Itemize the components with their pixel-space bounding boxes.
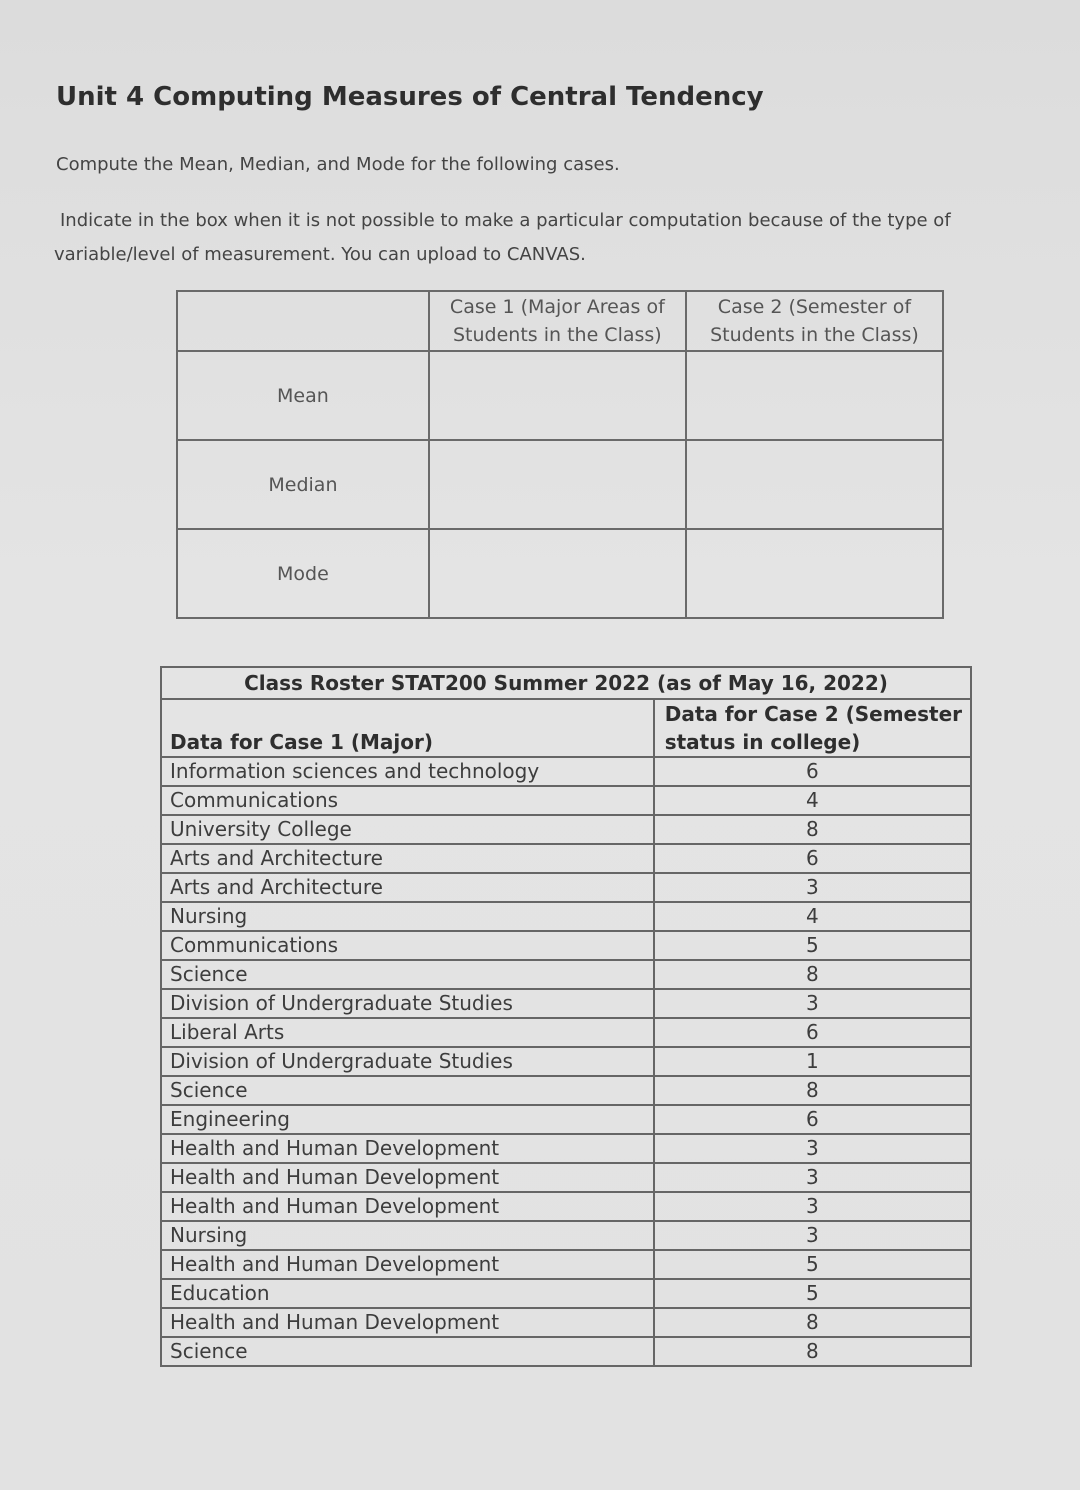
table-row: [161, 902, 971, 931]
roster-major-cell: Health and Human Development: [161, 1163, 654, 1192]
table-row: [161, 960, 971, 989]
roster-major-cell: Division of Undergraduate Studies: [161, 989, 654, 1018]
roster-semester-cell: 5: [654, 931, 971, 960]
roster-header-semester-line1: Data for Case 2 (Semester: [664, 702, 962, 726]
roster-major-cell: Nursing: [161, 1221, 654, 1250]
answer-cell-mean-case1[interactable]: [429, 351, 686, 440]
roster-semester-cell: 8: [654, 815, 971, 844]
answer-row-mode: [177, 529, 943, 618]
table-row: [161, 1192, 971, 1221]
answer-header-case2-line2: Students in the Class): [710, 324, 919, 346]
answer-table-header-row: [177, 291, 943, 351]
roster-semester-cell: 6: [654, 757, 971, 786]
page-title: Unit 4 Computing Measures of Central Tendency: [56, 82, 764, 112]
roster-major-cell: Information sciences and technology: [161, 757, 654, 786]
table-row: [161, 1018, 971, 1047]
roster-major-cell: Communications: [161, 931, 654, 960]
table-row: [161, 1279, 971, 1308]
roster-major-cell: Liberal Arts: [161, 1018, 654, 1047]
roster-semester-cell: 3: [654, 989, 971, 1018]
roster-semester-cell: 8: [654, 960, 971, 989]
roster-major-cell: Health and Human Development: [161, 1308, 654, 1337]
roster-major-cell: Arts and Architecture: [161, 873, 654, 902]
roster-major-cell: Science: [161, 1337, 654, 1366]
roster-major-cell: Health and Human Development: [161, 1192, 654, 1221]
table-row: [161, 931, 971, 960]
table-row: [161, 815, 971, 844]
roster-semester-cell: 3: [654, 1192, 971, 1221]
table-row: [161, 786, 971, 815]
roster-body: [161, 757, 971, 1366]
roster-semester-cell: 1: [654, 1047, 971, 1076]
table-row: [161, 844, 971, 873]
instruction-indicate: [54, 204, 951, 272]
roster-semester-cell: 8: [654, 1308, 971, 1337]
roster-semester-cell: 5: [654, 1279, 971, 1308]
table-row: [161, 1163, 971, 1192]
roster-header-semester-line2: status in college): [664, 730, 861, 754]
answer-cell-mean-case2[interactable]: [686, 351, 943, 440]
roster-semester-cell: 3: [654, 1134, 971, 1163]
answer-label-median: Median: [177, 440, 429, 529]
table-row: [161, 1308, 971, 1337]
table-row: [161, 1337, 971, 1366]
roster-semester-cell: 6: [654, 1105, 971, 1134]
roster-major-cell: Science: [161, 1076, 654, 1105]
roster-semester-cell: 8: [654, 1076, 971, 1105]
table-row: [161, 1221, 971, 1250]
roster-semester-cell: 3: [654, 873, 971, 902]
answer-header-case2: [686, 291, 943, 351]
roster-major-cell: Health and Human Development: [161, 1134, 654, 1163]
roster-major-cell: Science: [161, 960, 654, 989]
roster-semester-cell: 3: [654, 1163, 971, 1192]
roster-semester-cell: 8: [654, 1337, 971, 1366]
roster-semester-cell: 6: [654, 844, 971, 873]
roster-semester-cell: 4: [654, 902, 971, 931]
instruction-indicate-line1: Indicate in the box when it is not possible to make a particular computation because of the type of: [60, 210, 951, 231]
table-row: [161, 1076, 971, 1105]
roster-caption-row: [161, 667, 971, 699]
answer-header-case2-line1: Case 2 (Semester of: [717, 296, 912, 318]
answer-cell-median-case2[interactable]: [686, 440, 943, 529]
answer-header-case1-line2: Students in the Class): [452, 324, 662, 346]
roster-semester-cell: 3: [654, 1221, 971, 1250]
table-row: [161, 1105, 971, 1134]
roster-major-cell: University College: [161, 815, 654, 844]
roster-major-cell: Education: [161, 1279, 654, 1308]
table-row: [161, 1250, 971, 1279]
class-roster-table: [160, 666, 972, 1367]
instruction-compute: Compute the Mean, Median, and Mode for the following cases.: [56, 154, 620, 175]
answer-row-mean: [177, 351, 943, 440]
table-row: [161, 1134, 971, 1163]
roster-major-cell: Communications: [161, 786, 654, 815]
roster-major-cell: Engineering: [161, 1105, 654, 1134]
roster-semester-cell: 6: [654, 1018, 971, 1047]
answer-header-case1-line1: Case 1 (Major Areas of: [449, 296, 665, 318]
answer-header-blank: [177, 291, 429, 351]
roster-major-cell: Nursing: [161, 902, 654, 931]
answer-cell-mode-case2[interactable]: [686, 529, 943, 618]
roster-major-cell: Arts and Architecture: [161, 844, 654, 873]
answer-row-median: [177, 440, 943, 529]
answer-table: [176, 290, 944, 619]
table-row: [161, 1047, 971, 1076]
answer-label-mean: Mean: [177, 351, 429, 440]
answer-header-case1: [429, 291, 686, 351]
table-row: [161, 757, 971, 786]
table-row: [161, 989, 971, 1018]
roster-header-semester: [654, 699, 971, 757]
roster-major-cell: Health and Human Development: [161, 1250, 654, 1279]
roster-semester-cell: 5: [654, 1250, 971, 1279]
roster-header-major: Data for Case 1 (Major): [161, 699, 654, 757]
answer-cell-mode-case1[interactable]: [429, 529, 686, 618]
answer-label-mode: Mode: [177, 529, 429, 618]
answer-cell-median-case1[interactable]: [429, 440, 686, 529]
instruction-indicate-line2: variable/level of measurement. You can upload to CANVAS.: [54, 244, 586, 265]
roster-semester-cell: 4: [654, 786, 971, 815]
roster-major-cell: Division of Undergraduate Studies: [161, 1047, 654, 1076]
table-row: [161, 873, 971, 902]
roster-caption: Class Roster STAT200 Summer 2022 (as of May 16, 2022): [161, 667, 971, 699]
roster-header-row: [161, 699, 971, 757]
